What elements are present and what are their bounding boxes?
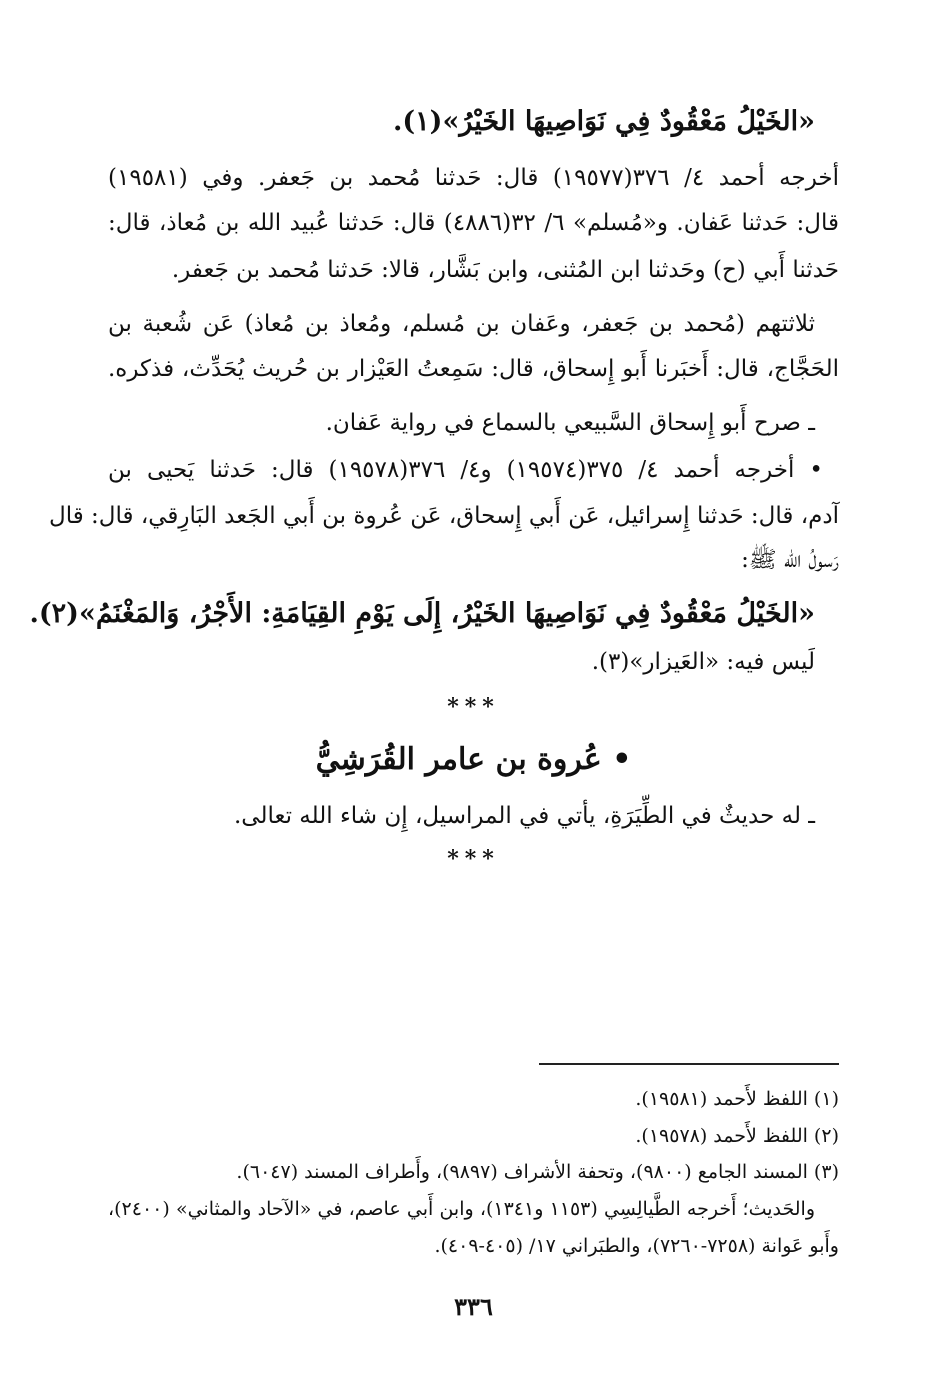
footnote: (١) اللفظ لأَحمد (١٩٥٨١). bbox=[635, 1088, 839, 1110]
footnote-rule bbox=[539, 1063, 839, 1065]
hadith-text: «الخَيْلُ مَعْقُودٌ فِي نَوَاصِيهَا الخَيْرُ»(١). bbox=[392, 106, 815, 137]
paragraph-line: لَيس فيه: «العَيزار»(٣). bbox=[591, 649, 815, 675]
footnote: (٢) اللفظ لأَحمد (١٩٥٧٨). bbox=[635, 1125, 839, 1147]
section-separator: *** bbox=[447, 846, 500, 872]
paragraph-line: الحَجَّاج، قال: أَخبَرنا أَبو إِسحاق، قال: سَمِعتُ العَيْزار بن حُريث يُحَدِّث، فذكره. bbox=[108, 356, 839, 382]
paragraph-line: رَسولُ الله ﷺ: bbox=[741, 547, 839, 573]
paragraph-line: آدم، قال: حَدثنا إِسرائيل، عَن أَبي إِسحاق، عَن عُروة بن أَبي الجَعد البَارِقي، قال: قال bbox=[49, 503, 839, 529]
footnote: وأَبو عَوانة (٧٢٥٨-٧٢٦٠)، والطبَراني ١٧/ (٤٠٥-٤٠٩). bbox=[434, 1235, 839, 1257]
page-number: ٣٣٦ bbox=[454, 1292, 493, 1321]
paragraph-line: قال: حَدثنا عَفان. و«مُسلم» ٦/ ٣٢(٤٨٨٦) قال: حَدثنا عُبيد الله بن مُعاذ، قال: bbox=[108, 210, 840, 236]
paragraph-line: ـ صرح أَبو إِسحاق السَّبيعي بالسماع في رواية عَفان. bbox=[325, 410, 815, 436]
paragraph-line: حَدثنا أَبي (ح) وحَدثنا ابن المُثنى، وابن بَشَّار، قالا: حَدثنا مُحمد بن جَعفر. bbox=[171, 257, 839, 283]
hadith-text: «الخَيْلُ مَعْقُودٌ فِي نَوَاصِيهَا الخَيْرُ، إِلَى يَوْمِ القِيَامَةِ: الأَجْرُ، وَالمَغْنَمُ»(٢). bbox=[29, 598, 815, 629]
footnote: والحَديث؛ أَخرجه الطَّيالِسِي (١١٥٣ و١٣٤١)، وابن أَبي عاصم، في «الآحاد والمثاني» (٢٤٠٠)، bbox=[108, 1198, 815, 1220]
paragraph-line: أخرجه أحمد ٤/ ٣٧٦(١٩٥٧٧) قال: حَدثنا مُحمد بن جَعفر. وفي (١٩٥٨١) bbox=[108, 165, 839, 191]
paragraph-line: ـ له حديثٌ في الطِّيَرَةِ، يأتي في المراسيل، إِن شاء الله تعالى. bbox=[234, 803, 815, 829]
section-separator: *** bbox=[447, 694, 500, 720]
paragraph-line: ثلاثتهم (مُحمد بن جَعفر، وعَفان بن مُسلم، ومُعاذ بن مُعاذ) عَن شُعبة بن bbox=[108, 311, 815, 337]
section-heading: • عُروة بن عامر القُرَشِيُّ bbox=[315, 742, 632, 777]
paragraph-line: • أخرجه أحمد ٤/ ٣٧٥(١٩٥٧٤) و٤/ ٣٧٦(١٩٥٧٨) قال: حَدثنا يَحيى بن bbox=[108, 457, 823, 483]
footnote: (٣) المسند الجامع (٩٨٠٠)، وتحفة الأشراف (٩٨٩٧)، وأَطراف المسند (٦٠٤٧). bbox=[236, 1161, 839, 1183]
